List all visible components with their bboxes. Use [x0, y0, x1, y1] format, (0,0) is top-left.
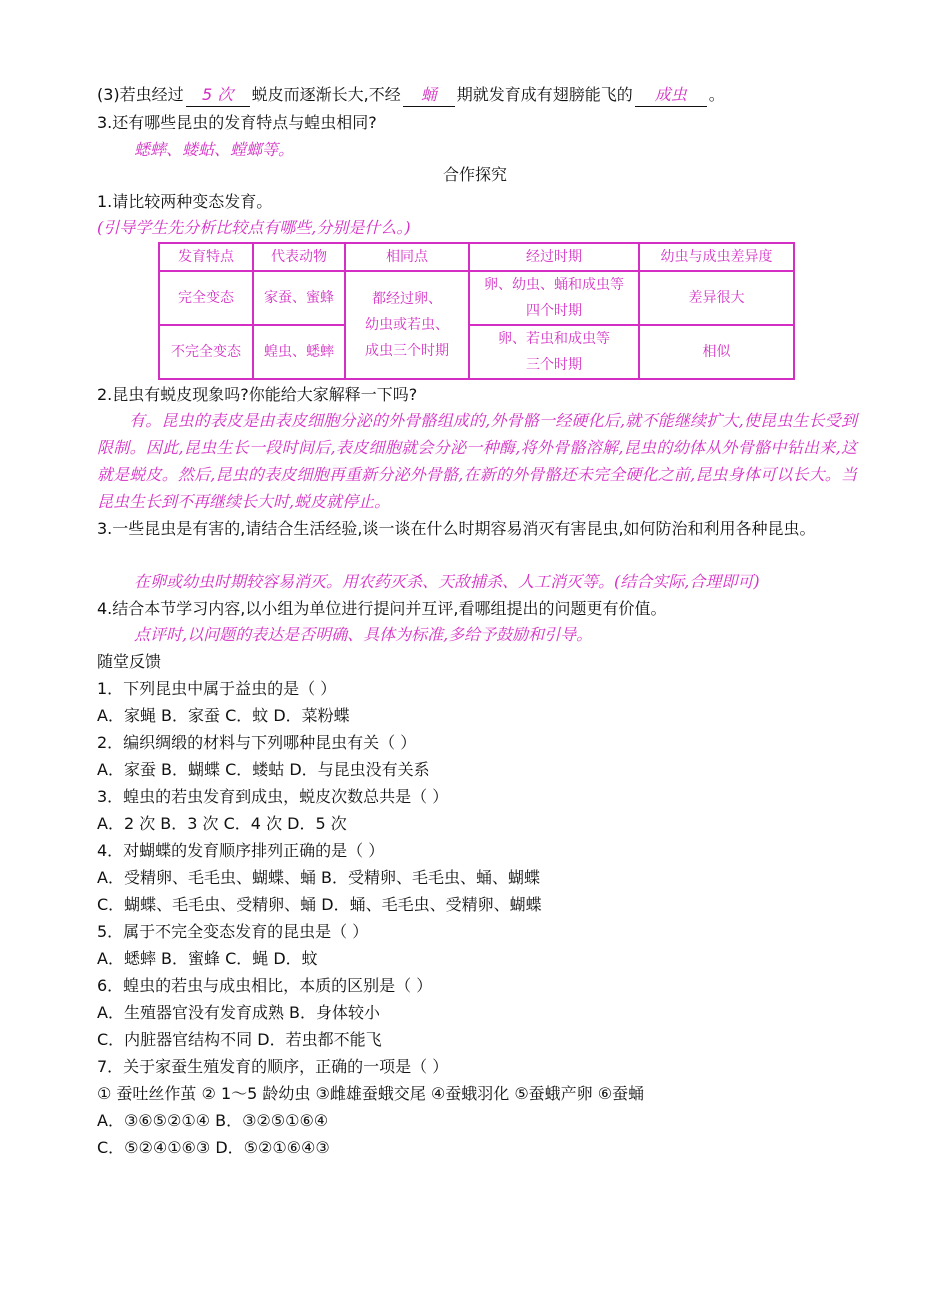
table-header: 代表动物 — [253, 243, 345, 271]
quiz-line: C．⑤②④①⑥③ D．⑤②①⑥④③ — [97, 1138, 330, 1157]
quiz-line: A．家蝇 B．家蚕 C．蚊 D．菜粉蝶 — [97, 706, 350, 725]
table-cell-common — [345, 271, 469, 379]
quiz-line: A．2 次 B．3 次 C．4 次 D．5 次 — [97, 814, 347, 833]
stages-line: 卵、幼虫、蛹和成虫等 — [484, 277, 624, 293]
quiz-line: A．家蚕 B．蝴蝶 C．蝼蛄 D．与昆虫没有关系 — [97, 760, 430, 779]
quiz-line: ① 蚕吐丝作茧 ② 1～5 龄幼虫 ③雌雄蚕蛾交尾 ④蚕蛾羽化 ⑤蚕蛾产卵 ⑥蚕蛹 — [97, 1084, 645, 1103]
coop-question-1: 1.请比较两种变态发育。 — [97, 192, 273, 211]
stages-line: 卵、若虫和成虫等 — [498, 331, 610, 347]
quiz-line: A．③⑥⑤②①④ B．③②⑤①⑥④ — [97, 1111, 329, 1130]
quiz-line: A．生殖器官没有发育成熟 B．身体较小 — [97, 1003, 381, 1022]
common-line: 幼虫或若虫、 — [365, 317, 449, 333]
q3-part1: (3)若虫经过 — [97, 85, 184, 104]
table-cell: 不完全变态 — [159, 325, 253, 379]
question-3b: 3.还有哪些昆虫的发育特点与蝗虫相同? — [97, 113, 377, 132]
table-cell: 相似 — [639, 325, 794, 379]
section-title-feedback: 随堂反馈 — [97, 652, 162, 671]
table-cell: 完全变态 — [159, 271, 253, 325]
coop-question-3: 3.一些昆虫是有害的,请结合生活经验,谈一谈在什么时期容易消灭有害昆虫,如何防治和利用各种昆虫。 — [97, 519, 816, 538]
common-line: 都经过卵、 — [372, 291, 442, 307]
q3-blank-1: 5 次 — [186, 84, 250, 107]
table-cell-stages — [469, 271, 639, 325]
coop-answer-3: 在卵或幼虫时期较容易消灭。用农药灭杀、天敌捕杀、人工消灭等。(结合实际,合理即可) — [134, 572, 760, 591]
quiz-line: 6．蝗虫的若虫与成虫相比，本质的区别是（ ） — [97, 976, 433, 995]
quiz-line: A．蟋蟀 B．蜜蜂 C．蝇 D．蚊 — [97, 949, 318, 968]
table-cell: 家蚕、蜜蜂 — [253, 271, 345, 325]
q3-part3: 期就发育成有翅膀能飞的 — [456, 85, 633, 104]
quiz-line: 5．属于不完全变态发育的昆虫是（ ） — [97, 922, 369, 941]
table-header: 经过时期 — [469, 243, 639, 271]
coop-answer-4: 点评时,以问题的表达是否明确、具体为标准,多给予鼓励和引导。 — [134, 625, 593, 644]
table-cell: 差异很大 — [639, 271, 794, 325]
table-cell-stages — [469, 325, 639, 379]
quiz-line: C．蝴蝶、毛毛虫、受精卵、蛹 D．蛹、毛毛虫、受精卵、蝴蝶 — [97, 895, 542, 914]
table-header: 发育特点 — [159, 243, 253, 271]
coop-question-4: 4.结合本节学习内容,以小组为单位进行提问并互评,看哪组提出的问题更有价值。 — [97, 599, 667, 618]
quiz-line: 4．对蝴蝶的发育顺序排列正确的是（ ） — [97, 841, 385, 860]
answer-3b: 蟋蟀、蝼蛄、螳螂等。 — [134, 140, 295, 159]
q3-part2: 蜕皮而逐渐长大,不经 — [251, 85, 401, 104]
quiz-line: 2．编织绸缎的材料与下列哪种昆虫有关（ ） — [97, 733, 417, 752]
q3-part4: 。 — [708, 85, 725, 104]
coop-guidance-1: (引导学生先分析比较点有哪些,分别是什么。) — [97, 218, 411, 237]
coop-question-2: 2.昆虫有蜕皮现象吗?你能给大家解释一下吗? — [97, 385, 418, 404]
table-header: 幼虫与成虫差异度 — [639, 243, 794, 271]
quiz-line: C．内脏器官结构不同 D．若虫都不能飞 — [97, 1030, 382, 1049]
table-cell: 蝗虫、蟋蟀 — [253, 325, 345, 379]
q3-blank-3: 成虫 — [635, 84, 707, 107]
common-line: 成虫三个时期 — [365, 343, 449, 359]
q3-blank-2: 蛹 — [403, 84, 455, 107]
quiz-line: 1．下列昆虫中属于益虫的是（ ） — [97, 679, 337, 698]
stages-line: 三个时期 — [526, 357, 582, 373]
comparison-table — [158, 242, 795, 380]
table-header: 相同点 — [345, 243, 469, 271]
coop-answer-2: 有。昆虫的表皮是由表皮细胞分泌的外骨骼组成的,外骨骼一经硬化后,就不能继续扩大,使昆虫生长受到限制。因此,昆虫生长一段时间后,表皮细胞就会分泌一种酶,将外骨骼溶解,昆虫的幼体从外骨骼中钻出来,这就是蜕皮。然后,昆虫的表皮细胞再重新分泌外骨骼,在新的外骨骼还未完全硬化之前,昆虫身体可以长大。当昆虫生长到不再继续长大时,蜕皮就停止。 — [97, 411, 857, 511]
quiz-line: A．受精卵、毛毛虫、蝴蝶、蛹 B．受精卵、毛毛虫、蛹、蝴蝶 — [97, 868, 541, 887]
quiz-line: 3．蝗虫的若虫发育到成虫，蜕皮次数总共是（ ） — [97, 787, 449, 806]
stages-line: 四个时期 — [526, 303, 582, 319]
section-title-cooperation: 合作探究 — [442, 165, 507, 184]
question-3-line — [97, 84, 725, 107]
quiz-line: 7．关于家蚕生殖发育的顺序，正确的一项是（ ） — [97, 1057, 449, 1076]
